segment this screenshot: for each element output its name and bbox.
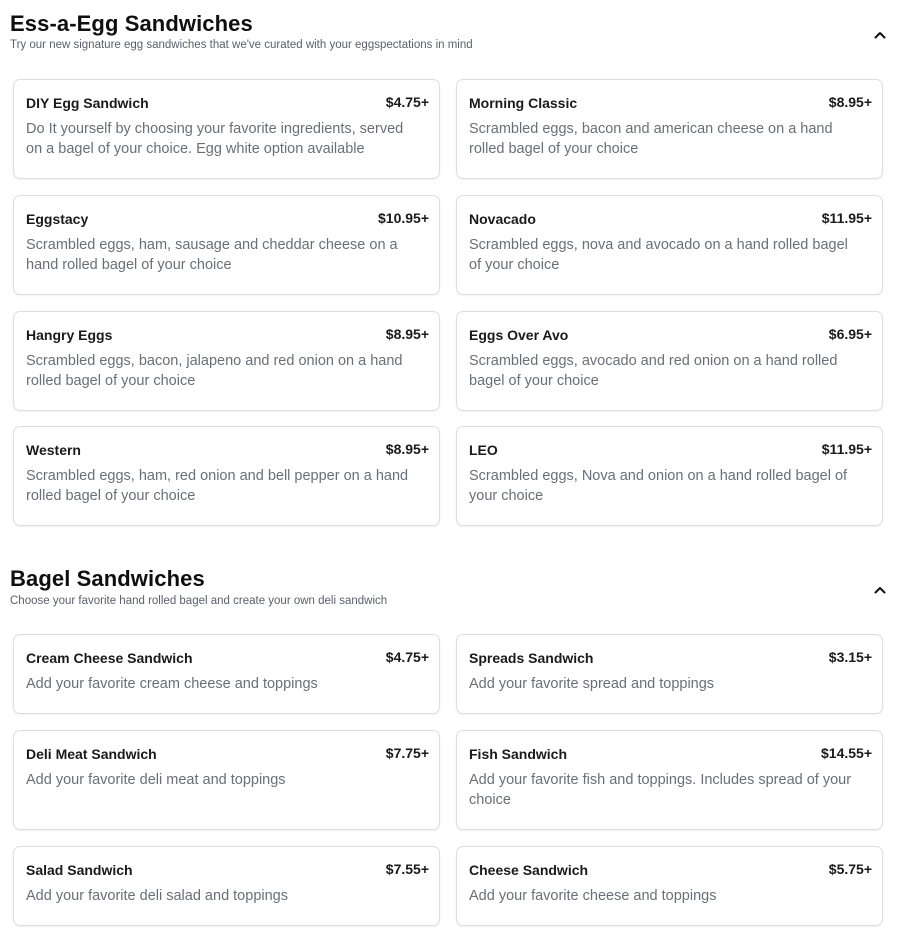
item-name: LEO bbox=[469, 442, 498, 458]
collapse-section-button[interactable] bbox=[868, 578, 892, 602]
item-name: Eggstacy bbox=[26, 211, 89, 227]
item-price: $7.75+ bbox=[385, 745, 429, 761]
item-description: Scrambled eggs, nova and avocado on a hand rolled bagel of your choice bbox=[469, 237, 848, 273]
item-description: Add your favorite fish and toppings. Includes spread of your choice bbox=[469, 772, 852, 808]
item-description: Add your favorite deli salad and toppings bbox=[26, 888, 288, 904]
item-name: Eggs Over Avo bbox=[469, 327, 569, 343]
item-name: DIY Egg Sandwich bbox=[26, 95, 149, 111]
item-description: Scrambled eggs, ham, sausage and cheddar cheese on a hand rolled bagel of your choice bbox=[26, 237, 398, 273]
section-subtitle: Choose your favorite hand rolled bagel and create your own deli sandwich bbox=[10, 595, 388, 607]
item-description: Scrambled eggs, bacon, jalapeno and red onion on a hand rolled bagel of your choice bbox=[26, 353, 403, 389]
item-name: Morning Classic bbox=[469, 95, 578, 111]
item-price: $4.75+ bbox=[385, 649, 429, 665]
item-name: Novacado bbox=[469, 211, 536, 227]
item-price: $8.95+ bbox=[385, 441, 429, 457]
item-description: Add your favorite cream cheese and toppings bbox=[26, 676, 318, 692]
collapse-section-button[interactable] bbox=[868, 23, 892, 47]
item-description: Scrambled eggs, bacon and american cheese on a hand rolled bagel of your choice bbox=[469, 121, 833, 157]
item-name: Spreads Sandwich bbox=[469, 650, 594, 666]
item-description: Add your favorite deli meat and toppings bbox=[26, 772, 286, 788]
item-name: Fish Sandwich bbox=[469, 746, 568, 762]
menu-item-card[interactable] bbox=[13, 426, 440, 526]
menu-item-card[interactable] bbox=[456, 846, 883, 926]
item-price: $11.95+ bbox=[821, 441, 872, 457]
chevron-up-icon bbox=[873, 583, 887, 597]
menu-item-card[interactable] bbox=[456, 426, 883, 526]
menu-item-card[interactable] bbox=[13, 730, 440, 830]
item-name: Deli Meat Sandwich bbox=[26, 746, 157, 762]
item-price: $5.75+ bbox=[828, 861, 872, 877]
menu-item-card[interactable] bbox=[456, 79, 883, 179]
menu-item-card[interactable] bbox=[456, 195, 883, 295]
item-description: Add your favorite spread and toppings bbox=[469, 676, 715, 692]
menu-item-card[interactable] bbox=[456, 730, 883, 830]
item-description: Add your favorite cheese and toppings bbox=[469, 888, 717, 904]
item-name: Cream Cheese Sandwich bbox=[26, 650, 193, 666]
item-price: $3.15+ bbox=[828, 649, 872, 665]
item-description: Scrambled eggs, Nova and onion on a hand rolled bagel of your choice bbox=[469, 468, 848, 504]
item-price: $14.55+ bbox=[821, 745, 872, 761]
item-price: $10.95+ bbox=[378, 210, 429, 226]
menu-item-card[interactable] bbox=[13, 846, 440, 926]
item-price: $8.95+ bbox=[828, 94, 872, 110]
item-price: $6.95+ bbox=[828, 326, 872, 342]
item-description: Do It yourself by choosing your favorite ingredients, served on a bagel of your choice. Egg white option available bbox=[26, 121, 404, 157]
menu-item-card[interactable] bbox=[13, 634, 440, 714]
item-name: Western bbox=[26, 442, 81, 458]
section-subtitle: Try our new signature egg sandwiches that we've curated with your eggspectations in mind bbox=[10, 39, 473, 51]
item-description: Scrambled eggs, avocado and red onion on a hand rolled bagel of your choice bbox=[469, 353, 838, 389]
item-price: $8.95+ bbox=[385, 326, 429, 342]
item-description: Scrambled eggs, ham, red onion and bell pepper on a hand rolled bagel of your choice bbox=[26, 468, 409, 504]
menu-item-card[interactable] bbox=[13, 79, 440, 179]
item-price: $7.55+ bbox=[385, 861, 429, 877]
section-title: Bagel Sandwiches bbox=[10, 566, 205, 591]
chevron-up-icon bbox=[873, 28, 887, 42]
menu-item-card[interactable] bbox=[13, 311, 440, 411]
menu-item-card[interactable] bbox=[456, 634, 883, 714]
section-title: Ess-a-Egg Sandwiches bbox=[10, 11, 253, 36]
item-name: Hangry Eggs bbox=[26, 327, 113, 343]
menu-item-card[interactable] bbox=[13, 195, 440, 295]
item-name: Salad Sandwich bbox=[26, 862, 133, 878]
menu-item-card[interactable] bbox=[456, 311, 883, 411]
item-name: Cheese Sandwich bbox=[469, 862, 589, 878]
item-price: $4.75+ bbox=[385, 94, 429, 110]
item-price: $11.95+ bbox=[821, 210, 872, 226]
